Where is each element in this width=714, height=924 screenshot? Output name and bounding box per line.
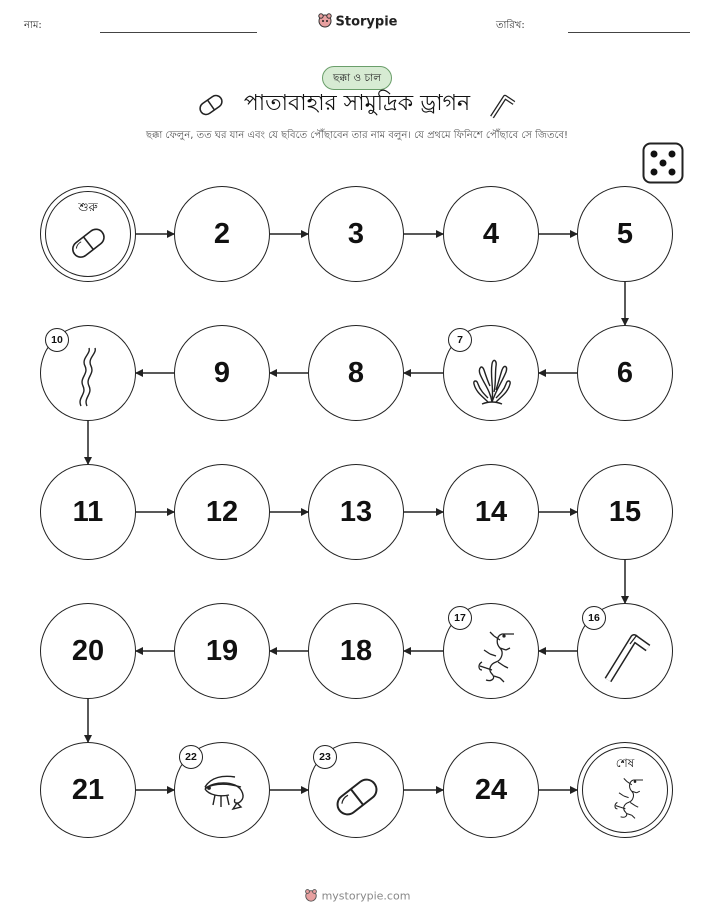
board-square-15[interactable] xyxy=(577,464,673,560)
square-number: 8 xyxy=(347,356,365,389)
square-number: 6 xyxy=(616,356,634,389)
board-square-12[interactable] xyxy=(174,464,270,560)
board-square-18[interactable] xyxy=(308,603,404,699)
board-square-5[interactable] xyxy=(577,186,673,282)
board-square-3[interactable] xyxy=(308,186,404,282)
square-number: 2 xyxy=(213,217,231,250)
square-number: 15 xyxy=(608,495,642,528)
board-square-13[interactable] xyxy=(308,464,404,560)
square-number: 13 xyxy=(339,495,373,528)
start-label: শুরু xyxy=(78,200,98,214)
board-square-8[interactable] xyxy=(308,325,404,421)
square-number: 9 xyxy=(213,356,231,389)
footer-site[interactable]: mystorypie.com xyxy=(321,889,411,903)
board-square-19[interactable] xyxy=(174,603,270,699)
square-number: 4 xyxy=(482,217,500,250)
board-square-4[interactable] xyxy=(443,186,539,282)
brand-name: Storypie xyxy=(335,14,398,30)
finish-label: শেষ xyxy=(615,756,635,770)
board-square-9[interactable] xyxy=(174,325,270,421)
square-number: 24 xyxy=(474,773,508,806)
pill-icon xyxy=(40,186,136,282)
square-number: 11 xyxy=(72,495,104,528)
board-square-20[interactable] xyxy=(40,603,136,699)
name-label: নাম: xyxy=(24,20,42,31)
board-square-21[interactable] xyxy=(40,742,136,838)
board-square-24[interactable] xyxy=(443,742,539,838)
board-square-2[interactable] xyxy=(174,186,270,282)
instructions: ছক্কা ফেলুন, তত ঘর যান এবং যে ছবিতে পৌঁছাবেন তার নাম বলুন। যে প্রথমে ফিনিশে পৌঁছাবে সে জিতবে! xyxy=(145,130,569,141)
finish-square[interactable] xyxy=(577,742,673,838)
square-number: 21 xyxy=(71,773,105,806)
square-number: 5 xyxy=(616,217,634,250)
square-number-tag: 7 xyxy=(448,328,472,352)
board-square-14[interactable] xyxy=(443,464,539,560)
square-number-tag: 22 xyxy=(179,745,203,769)
square-number: 14 xyxy=(474,495,508,528)
date-label: তারিখ: xyxy=(496,20,525,31)
board-square-11[interactable] xyxy=(40,464,136,560)
square-number: 20 xyxy=(71,634,105,667)
square-number: 3 xyxy=(347,217,365,250)
square-number: 12 xyxy=(205,495,239,528)
square-number-tag: 10 xyxy=(45,328,69,352)
start-square[interactable] xyxy=(40,186,136,282)
sea-dragon-icon xyxy=(577,742,673,838)
square-number: 19 xyxy=(205,634,239,667)
square-number-tag: 17 xyxy=(448,606,472,630)
storypie-mascot-icon xyxy=(304,888,318,905)
square-number-tag: 23 xyxy=(313,745,337,769)
page-title: পাতাবাহার সামুদ্রিক ড্রাগন xyxy=(243,91,471,116)
board-square-6[interactable] xyxy=(577,325,673,421)
game-type-badge: ছক্কা ও চাল xyxy=(322,66,392,90)
square-number: 18 xyxy=(339,634,373,667)
footer xyxy=(0,888,714,905)
square-number-tag: 16 xyxy=(582,606,606,630)
